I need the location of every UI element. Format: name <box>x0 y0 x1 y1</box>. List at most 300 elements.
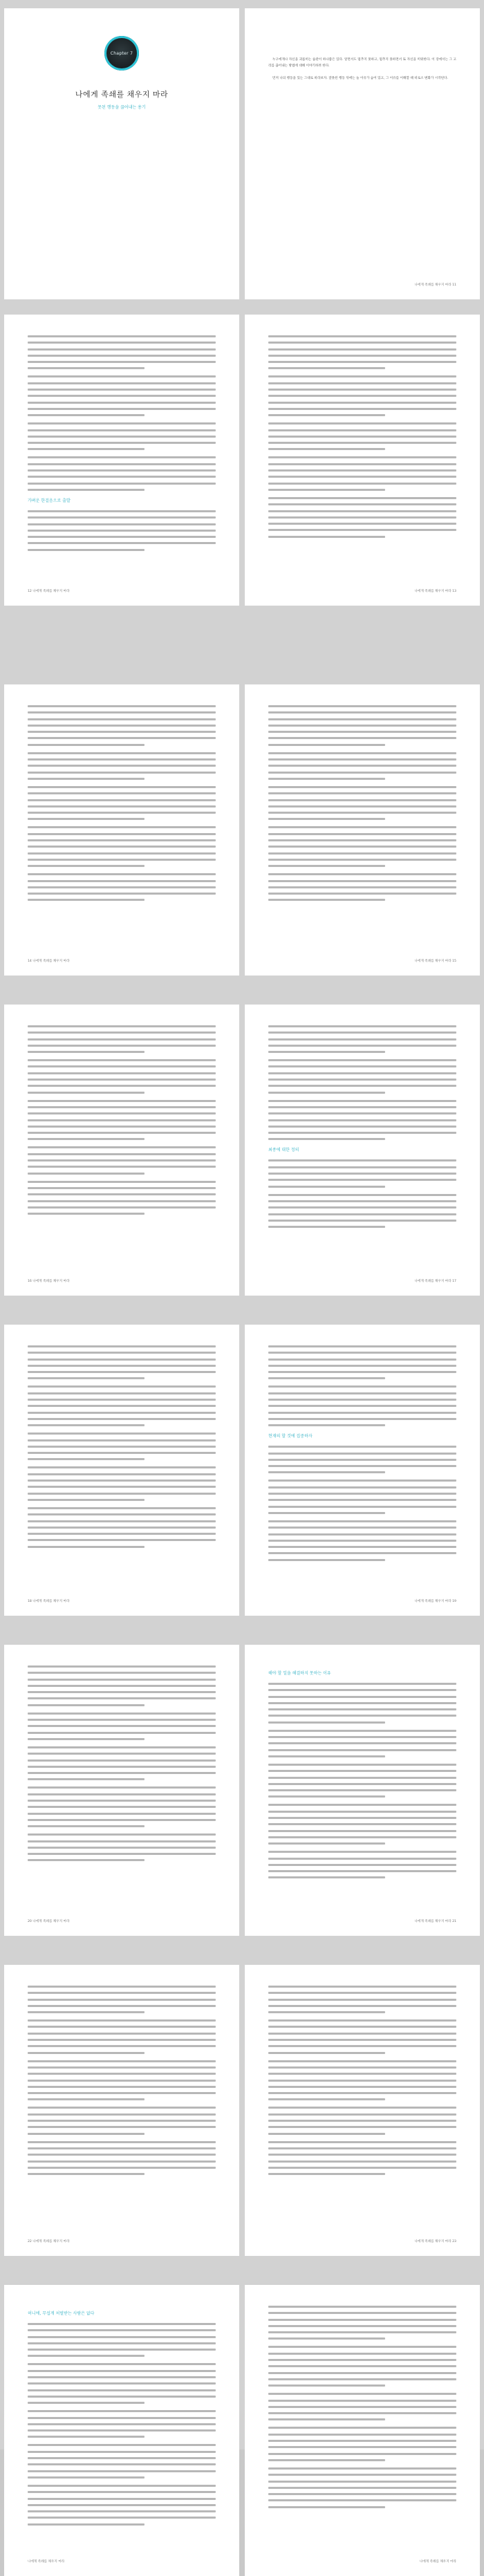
text-paragraph <box>28 1986 216 2013</box>
text-line <box>28 1385 216 1388</box>
text-line <box>28 1187 216 1189</box>
text-line <box>28 2476 145 2479</box>
text-line <box>28 2355 145 2357</box>
text-line <box>28 1100 216 1102</box>
text-line <box>28 1746 216 1748</box>
text-paragraph <box>28 2141 216 2175</box>
text-paragraph <box>28 456 216 490</box>
text-line <box>268 899 385 901</box>
text-line <box>28 2005 216 2007</box>
text-paragraph <box>28 1786 216 1827</box>
text-line <box>28 2126 216 2128</box>
text-line <box>28 448 145 450</box>
text-line <box>28 772 216 774</box>
text-line <box>268 718 456 720</box>
page-folio: 16 나에게 족쇄를 채우지 마라 <box>28 1280 70 1283</box>
text-line <box>268 2154 456 2156</box>
text-line <box>268 2066 456 2069</box>
text-paragraph <box>28 826 216 867</box>
text-line <box>28 1493 216 1495</box>
text-line <box>268 839 456 841</box>
text-line <box>28 2173 145 2175</box>
text-line <box>28 812 216 814</box>
text-line <box>268 489 385 491</box>
left-page <box>4 2285 239 2576</box>
text-line <box>28 1200 216 1202</box>
text-line <box>268 1520 456 1522</box>
text-line <box>268 375 456 377</box>
text-line <box>268 1045 456 1047</box>
text-line <box>268 744 385 746</box>
text-paragraph <box>28 2485 216 2526</box>
text-line <box>268 1992 456 1994</box>
text-paragraph <box>28 1181 216 1215</box>
text-paragraph <box>28 1466 216 1500</box>
text-paragraph <box>28 2410 216 2438</box>
text-line <box>268 1138 385 1140</box>
text-line <box>28 880 216 882</box>
text-line <box>268 2359 456 2361</box>
text-line <box>28 799 216 801</box>
page-spread <box>0 8 484 299</box>
page-folio: 20 나에게 족쇄를 채우지 마라 <box>28 1920 70 1923</box>
text-line <box>268 2126 456 2128</box>
text-line <box>28 2436 145 2438</box>
text-line <box>28 1847 216 1849</box>
text-line <box>268 395 456 397</box>
text-line <box>268 503 456 505</box>
text-paragraph <box>268 1683 456 1724</box>
text-paragraph <box>268 1345 456 1379</box>
text-line <box>28 1520 216 1522</box>
text-line <box>268 1864 456 1866</box>
text-line <box>268 1059 456 1061</box>
text-paragraph <box>268 752 456 780</box>
text-line <box>28 348 216 351</box>
text-line <box>268 2113 456 2116</box>
text-line <box>268 711 456 713</box>
text-line <box>28 536 216 538</box>
text-line <box>268 1999 456 2001</box>
text-line <box>28 1760 216 1762</box>
text-line <box>28 1772 216 1774</box>
text-paragraph <box>268 1194 456 1228</box>
text-line <box>268 1166 456 1168</box>
text-line <box>28 1786 216 1789</box>
text-line <box>28 1986 216 1988</box>
text-line <box>268 865 385 867</box>
text-line <box>28 744 145 746</box>
text-line <box>28 778 145 780</box>
text-line <box>268 1418 456 1420</box>
text-line <box>28 1439 216 1441</box>
text-line <box>28 2498 216 2500</box>
text-line <box>268 1783 456 1785</box>
text-line <box>28 2033 216 2035</box>
text-line <box>28 2086 216 2088</box>
text-line <box>28 1778 145 1780</box>
text-line <box>268 1552 456 1554</box>
text-paragraph <box>28 510 216 551</box>
chapter-title: 나에게 족쇄를 채우지 마라 <box>75 90 169 99</box>
text-line <box>268 2147 456 2149</box>
text-line <box>28 1092 145 1094</box>
text-line <box>268 1480 456 1482</box>
text-line <box>268 1708 456 1710</box>
text-line <box>28 2485 216 2487</box>
text-line <box>268 1730 456 1732</box>
section-subhead: 허니에, 무섭게 처벌받는 사람은 없다 <box>28 2311 95 2316</box>
text-line <box>268 1795 385 1798</box>
text-line <box>268 2098 385 2100</box>
text-line <box>268 1173 456 1175</box>
text-line <box>268 523 456 525</box>
text-line <box>268 758 456 760</box>
text-line <box>28 1738 145 1740</box>
text-line <box>268 342 456 344</box>
text-paragraph <box>268 1100 456 1141</box>
left-page <box>4 315 239 606</box>
text-line <box>28 737 216 739</box>
text-line <box>268 1823 456 1825</box>
text-line <box>268 2400 456 2402</box>
text-line <box>268 2487 456 2489</box>
text-line <box>268 2427 456 2429</box>
text-line <box>28 765 216 767</box>
text-line <box>268 2107 456 2109</box>
text-line <box>28 1159 216 1161</box>
text-paragraph <box>28 375 216 416</box>
text-line <box>268 1206 456 1208</box>
text-line <box>28 2060 216 2062</box>
text-line <box>268 389 456 391</box>
text-paragraph <box>28 1100 216 1141</box>
text-line <box>28 342 216 344</box>
text-line <box>268 2060 456 2062</box>
text-line <box>268 1371 456 1373</box>
text-line <box>268 1486 456 1488</box>
text-line <box>268 1742 456 1744</box>
text-line <box>268 1365 456 1367</box>
text-line <box>28 1399 216 1401</box>
text-line <box>268 348 456 351</box>
text-line <box>28 1424 145 1426</box>
text-line <box>28 1853 216 1855</box>
text-line <box>268 1194 456 1196</box>
text-line <box>268 1159 456 1161</box>
text-line <box>28 826 216 828</box>
text-line <box>28 1539 216 1541</box>
text-line <box>28 1672 216 1674</box>
text-line <box>28 1051 145 1053</box>
text-line <box>268 367 385 369</box>
page-folio: 나에게 족쇄를 채우지 마라 15 <box>414 960 456 963</box>
text-line <box>28 1992 216 1994</box>
right-page <box>245 1325 480 1616</box>
page-spread <box>0 315 484 606</box>
text-line <box>268 1465 456 1467</box>
text-line <box>28 1153 216 1155</box>
section-subhead: 가벼운 한걸음으로 출발 <box>28 498 71 503</box>
text-line <box>28 1345 216 1347</box>
text-line <box>268 1830 456 1832</box>
text-line <box>28 1106 216 1108</box>
right-page <box>245 684 480 976</box>
text-line <box>28 2098 145 2100</box>
text-line <box>28 2463 216 2465</box>
text-line <box>268 1377 385 1379</box>
text-line <box>28 1766 216 1768</box>
text-line <box>268 2378 456 2380</box>
page-folio: 나에게 족쇄를 채우지 마라 17 <box>414 1280 456 1283</box>
left-page <box>4 1005 239 1296</box>
text-line <box>28 2329 216 2331</box>
text-line <box>28 2517 216 2519</box>
text-paragraph <box>268 1520 456 1561</box>
page-spread <box>0 1325 484 1616</box>
text-line <box>28 2444 216 2446</box>
text-line <box>28 805 216 808</box>
text-line <box>268 2033 456 2035</box>
page-folio: 나에게 족쇄를 채우지 마라 23 <box>414 2240 456 2243</box>
text-line <box>268 2412 456 2414</box>
text-line <box>268 1459 456 1461</box>
text-line <box>268 463 456 465</box>
text-line <box>268 456 456 458</box>
text-line <box>28 2092 216 2094</box>
text-paragraph <box>268 1446 456 1473</box>
text-line <box>28 1732 216 1734</box>
text-line <box>268 335 456 337</box>
text-line <box>268 893 456 895</box>
text-paragraph <box>268 873 456 901</box>
text-line <box>268 737 456 739</box>
text-line <box>268 1399 456 1401</box>
right-page <box>245 1965 480 2256</box>
text-paragraph <box>268 1804 456 1845</box>
page-folio: 나에게 족쇄를 채우지 마라 11 <box>414 283 456 287</box>
text-line <box>268 2080 456 2082</box>
text-line <box>28 2349 216 2351</box>
text-line <box>28 2363 216 2365</box>
text-line <box>268 1817 456 1819</box>
text-line <box>28 1072 216 1074</box>
text-paragraph <box>28 1507 216 1548</box>
text-line <box>268 2499 456 2501</box>
text-line <box>268 1119 456 1121</box>
text-line <box>268 1546 456 1548</box>
text-paragraph <box>28 705 216 746</box>
text-line <box>28 1359 216 1361</box>
text-line <box>268 799 456 801</box>
text-line <box>268 2092 456 2094</box>
text-line <box>268 2346 456 2348</box>
text-paragraph <box>28 786 216 820</box>
text-line <box>28 1032 216 1034</box>
text-line <box>28 839 216 841</box>
text-line <box>268 1112 456 1114</box>
section-subhead: 해야 할 일을 해결하지 못하는 이유 <box>268 1671 331 1676</box>
text-line <box>268 2467 456 2470</box>
text-line <box>268 2406 456 2408</box>
text-line <box>28 516 216 519</box>
text-line <box>28 1452 216 1454</box>
text-paragraph <box>268 2393 456 2420</box>
text-line <box>268 422 456 424</box>
text-line <box>268 1405 456 1407</box>
text-paragraph <box>28 1746 216 1780</box>
text-line <box>28 2457 216 2459</box>
text-line <box>28 1065 216 1067</box>
text-line <box>28 2451 216 2453</box>
text-paragraph <box>268 1730 456 1757</box>
text-line <box>28 1038 216 1040</box>
text-line <box>28 1412 216 1414</box>
text-line <box>268 1226 385 1228</box>
text-line <box>268 2337 385 2340</box>
text-line <box>268 1858 456 1860</box>
text-line <box>268 1721 385 1724</box>
text-line <box>28 510 216 512</box>
text-line <box>28 1181 216 1183</box>
text-paragraph <box>268 2060 456 2101</box>
text-line <box>268 2011 385 2013</box>
text-line <box>268 2141 456 2143</box>
text-paragraph <box>268 1851 456 1878</box>
text-line <box>268 448 385 450</box>
text-line <box>28 2382 216 2384</box>
text-line <box>28 1719 216 1721</box>
text-line <box>28 1132 216 1134</box>
text-line <box>268 1804 456 1806</box>
text-paragraph <box>268 1025 456 1053</box>
text-paragraph <box>268 786 456 820</box>
chapter-opener <box>4 36 239 110</box>
text-line <box>28 1466 216 1468</box>
text-line <box>28 395 216 397</box>
chapter-badge-label: Chapter 7 <box>110 50 133 56</box>
text-line <box>28 1533 216 1535</box>
right-page <box>245 2285 480 2576</box>
text-line <box>268 818 385 820</box>
text-line <box>28 852 216 855</box>
text-line <box>268 2052 385 2054</box>
text-line <box>28 1499 145 1501</box>
text-paragraph <box>268 375 456 416</box>
text-line <box>268 1179 456 1181</box>
right-page <box>245 1645 480 1936</box>
text-line <box>28 463 216 465</box>
text-paragraph <box>268 1764 456 1798</box>
text-line <box>28 1446 216 1448</box>
text-line <box>28 2073 216 2075</box>
page-folio: 22 나에게 족쇄를 채우지 마라 <box>28 2240 70 2243</box>
text-line <box>268 778 385 780</box>
text-line <box>28 2107 216 2109</box>
text-line <box>268 497 456 499</box>
text-line <box>28 530 216 532</box>
text-line <box>28 1045 216 1047</box>
text-line <box>28 886 216 888</box>
text-line <box>268 2506 385 2508</box>
text-line <box>268 1453 456 1455</box>
text-line <box>268 355 456 357</box>
text-line <box>268 442 456 444</box>
text-line <box>28 1527 216 1529</box>
text-line <box>268 2434 456 2436</box>
left-page <box>4 1325 239 1616</box>
text-line <box>28 2147 216 2149</box>
text-line <box>28 1458 145 1460</box>
text-line <box>28 2342 216 2344</box>
text-line <box>268 1412 456 1414</box>
text-line <box>28 731 216 733</box>
text-line <box>28 1793 216 1795</box>
text-line <box>28 1800 216 1802</box>
text-line <box>268 1079 456 1081</box>
text-line <box>28 402 216 404</box>
text-line <box>28 1392 216 1394</box>
text-paragraph <box>28 422 216 450</box>
text-line <box>268 2353 456 2355</box>
text-line <box>268 2446 456 2448</box>
text-line <box>28 549 145 551</box>
text-line <box>268 1100 456 1102</box>
text-paragraph <box>268 2346 456 2387</box>
text-line <box>268 1186 385 1188</box>
text-line <box>268 476 456 478</box>
text-line <box>28 367 145 369</box>
text-line <box>268 2393 456 2395</box>
text-paragraph <box>268 2019 456 2053</box>
text-line <box>268 1200 456 1202</box>
text-line <box>28 2336 216 2338</box>
text-line <box>268 402 456 404</box>
text-line <box>28 2052 145 2054</box>
text-line <box>268 2418 385 2420</box>
page-spread <box>0 1965 484 2256</box>
text-line <box>268 1986 456 1988</box>
text-line <box>28 2154 216 2156</box>
text-line <box>28 2066 216 2069</box>
text-line <box>28 2423 216 2425</box>
text-line <box>268 2073 456 2075</box>
intro-text <box>268 57 456 82</box>
text-line <box>28 1665 216 1668</box>
page-spread <box>0 1005 484 1296</box>
chapter-subtitle: 못된 행동을 끊어내는 용기 <box>97 105 146 110</box>
text-line <box>28 1753 216 1755</box>
text-line <box>28 436 216 438</box>
text-paragraph <box>268 705 456 746</box>
text-line <box>28 1193 216 1195</box>
text-line <box>268 1689 456 1691</box>
text-paragraph <box>28 752 216 780</box>
text-line <box>268 1446 456 1448</box>
text-line <box>28 1126 216 1128</box>
text-line <box>28 2504 216 2506</box>
text-line <box>28 1513 216 1515</box>
text-line <box>268 2039 456 2041</box>
text-line <box>268 859 456 861</box>
text-line <box>28 355 216 357</box>
text-line <box>28 2019 216 2022</box>
text-line <box>268 752 456 754</box>
text-line <box>28 752 216 754</box>
text-line <box>28 2011 145 2013</box>
page-folio: 나에게 족쇄를 채우지 마라 <box>28 2560 65 2564</box>
text-line <box>28 705 216 707</box>
